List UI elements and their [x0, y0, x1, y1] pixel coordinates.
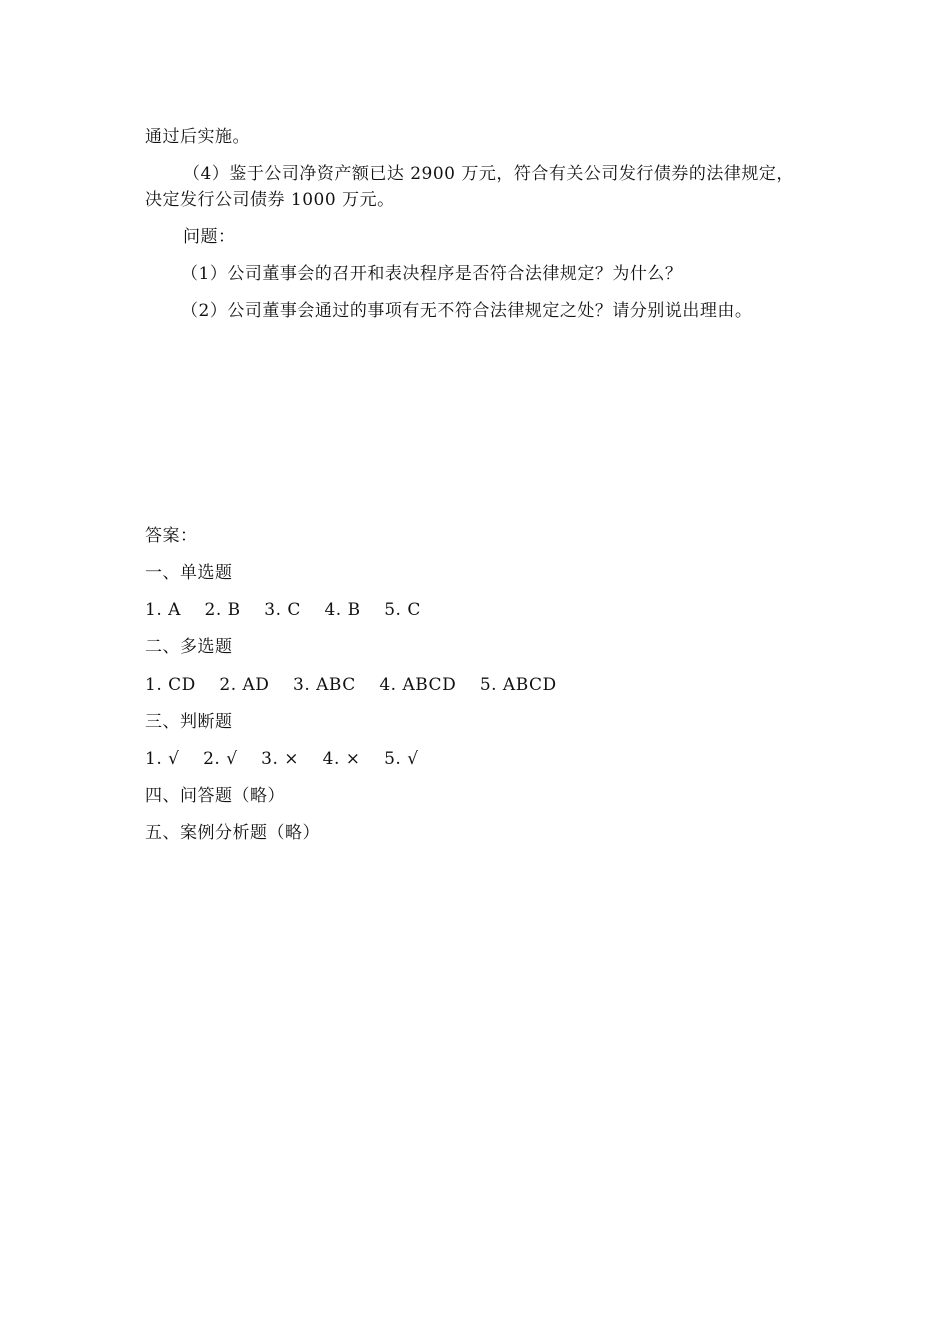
section-case-analysis-title: 五、案例分析题（略）	[145, 823, 320, 843]
section-short-answer-title: 四、问答题（略）	[145, 786, 285, 806]
case-item-4-line-1: （4）鉴于公司净资产额已达 2900 万元，符合有关公司发行债券的法律规定，	[183, 164, 794, 184]
section-single-choice-answers: 1. A 2. B 3. C 4. B 5. C	[145, 600, 421, 620]
question-1: （1）公司董事会的召开和表决程序是否符合法律规定？为什么？	[181, 264, 683, 284]
section-true-false-title: 三、判断题	[145, 712, 233, 732]
section-single-choice-title: 一、单选题	[145, 563, 233, 583]
case-item-4-line-2: 决定发行公司债券 1000 万元。	[145, 190, 395, 210]
answers-heading: 答案：	[145, 526, 198, 546]
section-true-false-answers: 1. √ 2. √ 3. × 4. × 5. √	[145, 749, 419, 769]
case-continuation-text: 通过后实施。	[145, 127, 250, 147]
section-multi-choice-title: 二、多选题	[145, 637, 233, 657]
question-2: （2）公司董事会通过的事项有无不符合法律规定之处？请分别说出理由。	[181, 301, 753, 321]
section-multi-choice-answers: 1. CD 2. AD 3. ABC 4. ABCD 5. ABCD	[145, 675, 557, 695]
questions-heading: 问题：	[183, 227, 236, 247]
